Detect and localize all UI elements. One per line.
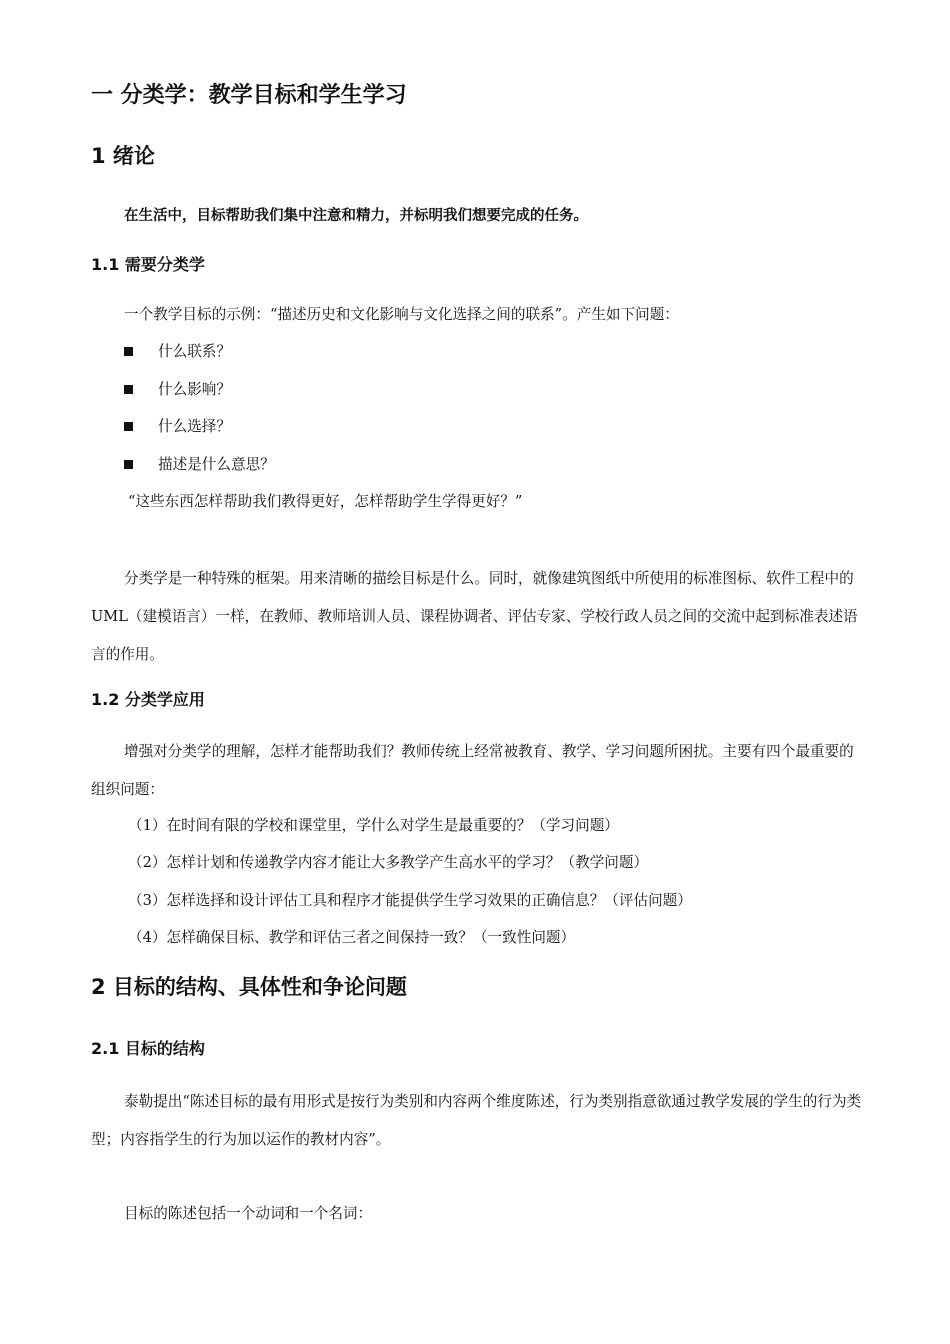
structure-paragraph: 泰勒提出“陈述目标的最有用形式是按行为类别和内容两个维度陈述，行为类别指意欲通过教学发展的学生的行为类型；内容指学生的行为加以运作的教材内容”。 — [91, 1093, 862, 1148]
bullet-text: 什么影响？ — [158, 381, 231, 398]
bullet-text: 什么选择？ — [158, 418, 231, 435]
question-item: （2）怎样计划和传递教学内容才能让大多教学产生高水平的学习？（教学问题） — [128, 854, 649, 871]
square-bullet-icon — [124, 422, 133, 431]
question-item: （1）在时间有限的学校和课堂里，学什么对学生是最重要的？（学习问题） — [128, 817, 619, 834]
question-item: （4）怎样确保目标、教学和评估三者之间保持一致？（一致性问题） — [128, 929, 576, 946]
subsection-heading-1-2: 1.2 分类学应用 — [91, 690, 205, 709]
question-item: （3）怎样选择和设计评估工具和程序才能提供学生学习效果的正确信息？（评估问题） — [128, 892, 692, 909]
square-bullet-icon — [124, 347, 133, 356]
example-line: 一个教学目标的示例：“描述历史和文化影响与文化选择之间的联系”。产生如下问题： — [124, 306, 679, 323]
square-bullet-icon — [124, 385, 133, 394]
bullet-text: 描述是什么意思？ — [158, 456, 275, 473]
subsection-heading-2-1: 2.1 目标的结构 — [91, 1039, 205, 1058]
section-heading-1: 1 绪论 — [91, 144, 155, 168]
square-bullet-icon — [124, 460, 133, 469]
chapter-title: 一 分类学：教学目标和学生学习 — [91, 83, 407, 108]
bullet-text: 什么联系？ — [158, 343, 231, 360]
section-heading-2: 2 目标的结构、具体性和争论问题 — [91, 975, 407, 999]
closing-line: 目标的陈述包括一个动词和一个名词： — [124, 1205, 373, 1222]
application-paragraph: 增强对分类学的理解，怎样才能帮助我们？教师传统上经常被教育、教学、学习问题所困扰。主要有四个最重要的组织问题： — [91, 743, 854, 798]
intro-paragraph: 在生活中，目标帮助我们集中注意和精力，并标明我们想要完成的任务。 — [124, 208, 588, 224]
quote-line: “这些东西怎样帮助我们教得更好，怎样帮助学生学得更好？” — [128, 493, 523, 510]
taxonomy-paragraph: 分类学是一种特殊的框架。用来清晰的描绘目标是什么。同时，就像建筑图纸中所使用的标准图标、软件工程中的 UML（建模语言）一样，在教师、教师培训人员、课程协调者、评估专家、学校行政人员之间的交流中起到标准表述语言的作用。 — [91, 570, 858, 663]
subsection-heading-1-1: 1.1 需要分类学 — [91, 255, 205, 274]
